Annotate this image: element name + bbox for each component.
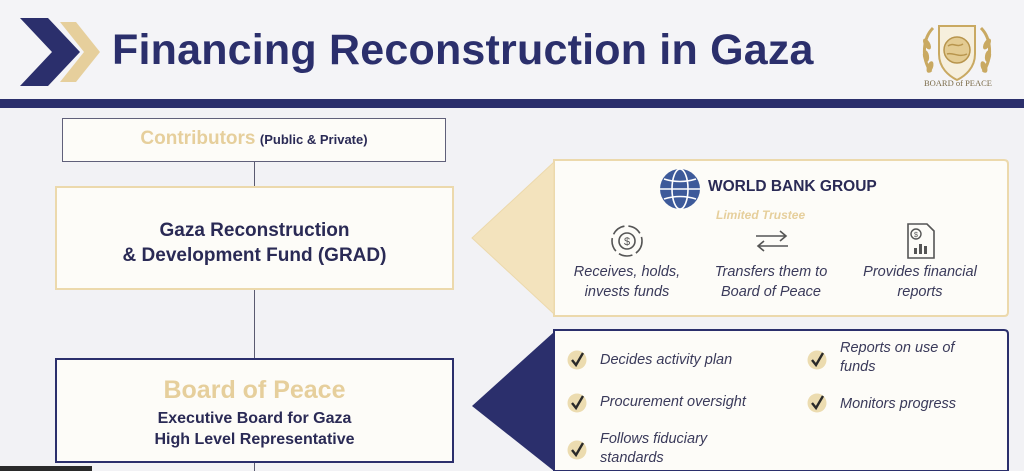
activity-item-line1: Follows fiduciary — [600, 431, 708, 447]
globe-icon — [657, 166, 703, 212]
activity-item-line1: Monitors progress — [840, 396, 957, 412]
transfer-arrows-icon — [752, 228, 792, 254]
activity-item-line1: Reports on use of — [840, 340, 955, 356]
contributors-label: Contributors — [140, 128, 256, 149]
trustee-name: WORLD BANK GROUP — [708, 178, 877, 195]
trustee-function-line1: Receives, holds, — [573, 264, 681, 280]
board-of-peace-line2: High Level Representative — [154, 431, 355, 448]
chevron-logo-icon — [20, 18, 100, 86]
trustee-function — [562, 262, 692, 302]
flow-connector — [254, 290, 255, 358]
trustee-function-line1: Provides financial — [863, 264, 977, 280]
financial-report-icon — [903, 222, 937, 260]
trustee-function — [700, 262, 842, 302]
activity-item — [840, 339, 954, 377]
svg-text:$: $ — [623, 236, 631, 248]
board-of-peace-title: Board of Peace — [163, 376, 346, 404]
activity-item-line1: Decides activity plan — [600, 352, 733, 368]
activity-item — [600, 351, 732, 370]
svg-text:$: $ — [914, 232, 918, 239]
trustee-function-line2: Board of Peace — [721, 284, 821, 300]
checkmark-icon — [567, 440, 587, 460]
flow-connector — [254, 463, 255, 471]
grad-fund-line2: & Development Fund (GRAD) — [122, 245, 387, 266]
checkmark-icon — [567, 393, 587, 413]
contributors-qualifier: (Public & Private) — [259, 132, 368, 147]
grad-fund-box — [55, 186, 454, 290]
contributors-box — [62, 118, 446, 162]
checkmark-icon — [807, 350, 827, 370]
activity-item-line2: funds — [840, 359, 876, 375]
activity-item-line2: standards — [600, 450, 664, 466]
trustee-function — [848, 262, 992, 302]
page-title: Financing Reconstruction in Gaza — [112, 26, 814, 74]
money-cycle-icon — [608, 223, 646, 259]
trustee-function-line2: invests funds — [584, 284, 670, 300]
board-of-peace-line1: Executive Board for Gaza — [157, 410, 352, 427]
board-of-peace-box — [55, 358, 454, 463]
activity-item-line1: Procurement oversight — [600, 394, 746, 410]
activity-item — [600, 430, 707, 468]
activity-item — [840, 395, 956, 414]
flow-connector — [254, 162, 255, 186]
grad-fund-line1: Gaza Reconstruction — [159, 220, 350, 241]
header-divider — [0, 99, 1024, 108]
checkmark-icon — [807, 393, 827, 413]
trustee-function-line2: reports — [897, 284, 943, 300]
trustee-role: Limited Trustee — [716, 208, 806, 222]
emblem-caption: BOARD of PEACE — [923, 78, 992, 88]
trustee-function-line1: Transfers them to — [714, 264, 828, 280]
activity-item — [600, 393, 746, 412]
video-overlay-bar — [0, 466, 92, 471]
checkmark-icon — [567, 350, 587, 370]
